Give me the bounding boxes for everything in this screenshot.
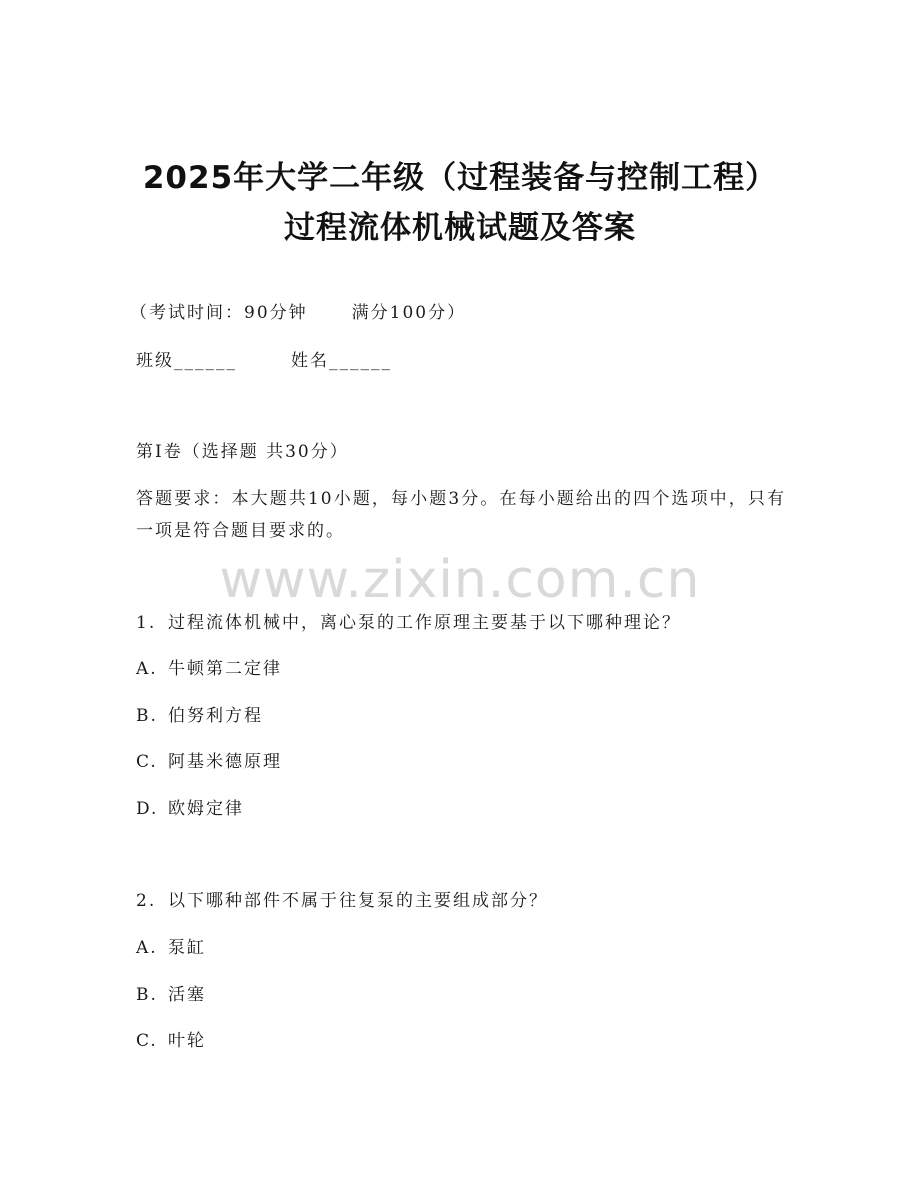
student-info [136, 350, 392, 372]
option-letter: D. [136, 799, 159, 819]
option-letter: C. [136, 752, 158, 772]
q1-option-a [136, 658, 282, 680]
watermark: www.zixin.com.cn [219, 550, 701, 610]
question-text: 过程流体机械中，离心泵的工作原理主要基于以下哪种理论？ [168, 613, 681, 633]
option-letter: B. [136, 706, 158, 726]
q1-option-c [136, 751, 282, 773]
q1-option-d [136, 798, 244, 820]
option-text: 牛顿第二定律 [168, 659, 282, 679]
question-text: 以下哪种部件不属于往复泵的主要组成部分？ [168, 891, 548, 911]
document-title-line-2: 过程流体机械试题及答案 [284, 210, 636, 246]
option-text: 叶轮 [168, 1031, 206, 1051]
q2-option-a [136, 937, 206, 959]
option-text: 伯努利方程 [168, 706, 263, 726]
document-title-line-1: 2025年大学二年级（过程装备与控制工程） [142, 160, 778, 196]
option-letter: B. [136, 985, 158, 1005]
name-field: 姓名______ [291, 351, 392, 371]
question-number: 1. [136, 613, 157, 633]
option-letter: A. [136, 659, 158, 679]
question-1 [136, 612, 681, 634]
option-text: 阿基米德原理 [168, 752, 282, 772]
exam-info [130, 302, 466, 324]
q1-option-b [136, 705, 263, 727]
option-text: 欧姆定律 [168, 799, 244, 819]
question-2 [136, 890, 548, 912]
q2-option-b [136, 984, 206, 1006]
question-number: 2. [136, 891, 157, 911]
option-letter: A. [136, 938, 158, 958]
full-score: 满分100分） [351, 303, 467, 323]
exam-time: （考试时间：90分钟 [130, 303, 308, 323]
option-text: 活塞 [168, 985, 206, 1005]
section-title: 第I卷（选择题 共30分） [136, 442, 349, 462]
instructions: 答题要求：本大题共10小题，每小题3分。在每小题给出的四个选项中，只有一项是符合题目要求的。 [136, 489, 786, 541]
q2-option-c [136, 1030, 206, 1052]
option-text: 泵缸 [168, 938, 206, 958]
class-field: 班级______ [136, 351, 237, 371]
option-letter: C. [136, 1031, 158, 1051]
